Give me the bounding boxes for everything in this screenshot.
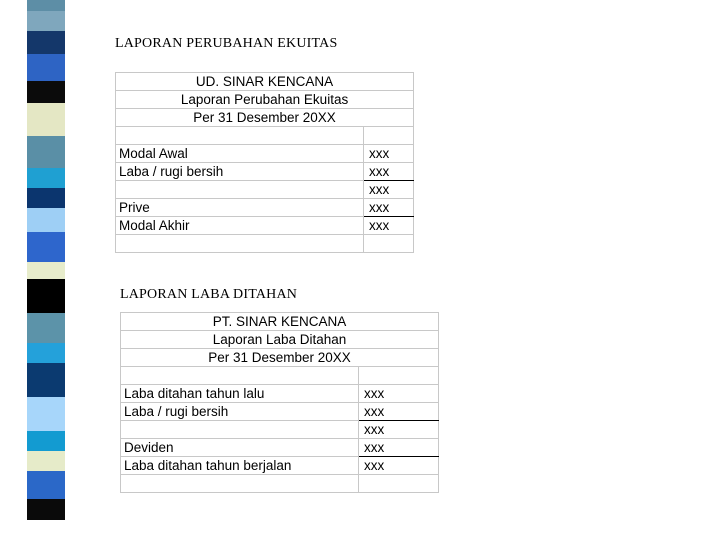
row-label: Modal Awal (116, 145, 364, 163)
row-label (121, 367, 359, 385)
header-row (121, 349, 439, 367)
row-value: xxx (364, 181, 414, 199)
stripe-segment (27, 232, 65, 262)
stripe-segment (27, 54, 65, 81)
stripe-segment (27, 343, 65, 363)
row-value (364, 127, 414, 145)
table-row (116, 217, 414, 235)
stripe-segment (27, 11, 65, 31)
stripe-segment (27, 0, 65, 11)
stripe-segment (27, 431, 65, 451)
report-name: Laporan Perubahan Ekuitas (116, 91, 414, 109)
row-value: xxx (359, 385, 439, 403)
stripe-segment (27, 136, 65, 168)
equity-statement-table (115, 72, 414, 253)
row-label: Deviden (121, 439, 359, 457)
report-period: Per 31 Desember 20XX (116, 109, 414, 127)
row-label: Laba ditahan tahun berjalan (121, 457, 359, 475)
row-value: xxx (364, 163, 414, 181)
retained-earnings-table (120, 312, 439, 493)
header-row (121, 313, 439, 331)
row-label (116, 181, 364, 199)
company-name: PT. SINAR KENCANA (121, 313, 439, 331)
row-label: Laba / rugi bersih (121, 403, 359, 421)
stripe-segment (27, 81, 65, 103)
header-row (116, 73, 414, 91)
row-label (116, 127, 364, 145)
stripe-segment (27, 208, 65, 232)
section-title-ekuitas: LAPORAN PERUBAHAN EKUITAS (115, 36, 338, 51)
stripe-segment (27, 262, 65, 279)
row-value: xxx (359, 421, 439, 439)
stripe-segment (27, 471, 65, 499)
stripe-segment (27, 168, 65, 188)
table-row (121, 457, 439, 475)
section-title-laba-ditahan: LAPORAN LABA DITAHAN (120, 287, 298, 302)
table-row (121, 475, 439, 493)
table-row (116, 235, 414, 253)
stripe-segment (27, 499, 65, 520)
row-value: xxx (364, 199, 414, 217)
stripe-segment (27, 279, 65, 313)
row-value (359, 475, 439, 493)
stripe-segment (27, 31, 65, 54)
row-value (359, 367, 439, 385)
table-row (116, 145, 414, 163)
row-value: xxx (359, 439, 439, 457)
table-row (121, 403, 439, 421)
table-row (121, 439, 439, 457)
decorative-stripe-bar (27, 0, 65, 540)
row-label (116, 235, 364, 253)
row-label (121, 421, 359, 439)
header-row (121, 331, 439, 349)
row-value (364, 235, 414, 253)
table-row (121, 367, 439, 385)
table-row (116, 199, 414, 217)
header-row (116, 109, 414, 127)
stripe-segment (27, 397, 65, 431)
report-name: Laporan Laba Ditahan (121, 331, 439, 349)
row-value: xxx (359, 457, 439, 475)
header-row (116, 91, 414, 109)
table-row (116, 163, 414, 181)
row-value: xxx (364, 145, 414, 163)
stripe-segment (27, 188, 65, 208)
table-row (121, 385, 439, 403)
row-label: Laba / rugi bersih (116, 163, 364, 181)
row-label: Laba ditahan tahun lalu (121, 385, 359, 403)
row-label (121, 475, 359, 493)
table-row (121, 421, 439, 439)
table-row (116, 181, 414, 199)
row-value: xxx (364, 217, 414, 235)
stripe-segment (27, 363, 65, 397)
row-label: Prive (116, 199, 364, 217)
row-label: Modal Akhir (116, 217, 364, 235)
table-row (116, 127, 414, 145)
row-value: xxx (359, 403, 439, 421)
stripe-segment (27, 313, 65, 343)
stripe-segment (27, 451, 65, 471)
stripe-segment (27, 103, 65, 136)
company-name: UD. SINAR KENCANA (116, 73, 414, 91)
report-period: Per 31 Desember 20XX (121, 349, 439, 367)
